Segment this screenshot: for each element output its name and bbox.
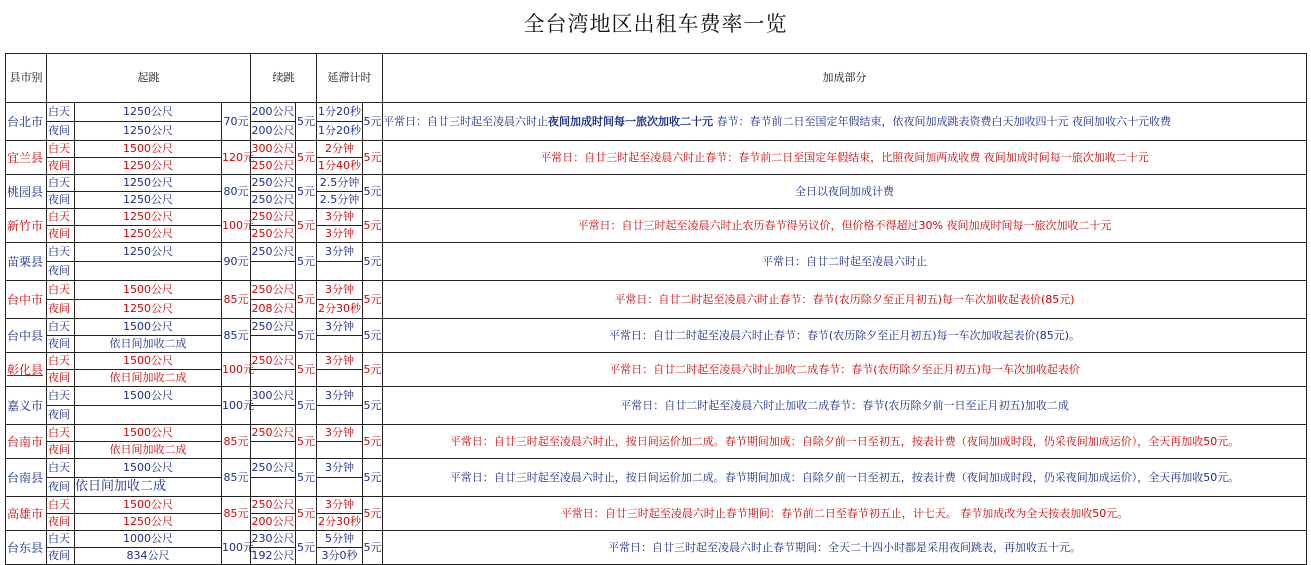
delay-day: 3分钟 [317, 281, 363, 300]
start-price: 80元 [222, 175, 251, 209]
delay-night: 2分30秒 [317, 300, 363, 319]
start-price: 90元 [222, 243, 251, 281]
delay-day: 3分钟 [317, 497, 363, 514]
start-price: 85元 [222, 459, 251, 497]
table-row [6, 353, 1307, 370]
header-surcharge: 加成部分 [383, 54, 1307, 103]
continue-fee: 5元 [296, 387, 317, 425]
continue-fee: 5元 [296, 459, 317, 497]
table-row [6, 281, 1307, 300]
delay-night: 1分40秒 [317, 158, 363, 175]
start-night: 依日间加收二成 [75, 336, 222, 353]
continue-day: 250公尺 [251, 425, 296, 442]
delay-day: 1分20秒 [317, 103, 363, 122]
night-label: 夜间 [47, 514, 75, 531]
continue-night: 250公尺 [251, 192, 296, 209]
start-night: 1250公尺 [75, 226, 222, 243]
continue-day: 250公尺 [251, 353, 296, 370]
surcharge-note: 平常日：自廿三时起至凌晨六时止春节期间：春节前二日至春节初五止，计七天。 春节加成改为全天按表加收50元。 [383, 497, 1307, 531]
delay-fee: 5元 [363, 281, 383, 319]
surcharge-note-part: 春节：春节前二日至国定年假结束，依夜间加成跳表资费白天加收四十元 夜间加收六十元收费 [713, 114, 1172, 128]
night-label: 夜间 [47, 262, 75, 281]
start-day: 1500公尺 [75, 425, 222, 442]
header-row [6, 54, 1307, 103]
start-price: 100元 [222, 353, 251, 387]
start-price: 100元 [222, 387, 251, 425]
continue-day: 250公尺 [251, 175, 296, 192]
continue-day: 230公尺 [251, 531, 296, 548]
continue-day: 250公尺 [251, 497, 296, 514]
start-day: 1500公尺 [75, 497, 222, 514]
start-day: 1250公尺 [75, 243, 222, 262]
start-night: 1250公尺 [75, 122, 222, 141]
fare-table-body [6, 54, 1307, 565]
table-row [6, 175, 1307, 192]
header-start: 起跳 [47, 54, 251, 103]
delay-day: 3分钟 [317, 459, 363, 478]
start-night: 1250公尺 [75, 514, 222, 531]
surcharge-note: 平常日：自廿二时起至凌晨六时止春节：春节(农历除夕至正月初五)每一车次加收起表价(85元)。 [383, 319, 1307, 353]
city-name: 台北市 [6, 103, 47, 141]
start-price: 70元 [222, 103, 251, 141]
delay-night: 2分30秒 [317, 514, 363, 531]
continue-fee: 5元 [296, 175, 317, 209]
continue-fee: 5元 [296, 531, 317, 565]
night-label: 夜间 [47, 478, 75, 497]
day-label: 白天 [47, 319, 75, 336]
night-label: 夜间 [47, 370, 75, 387]
continue-fee: 5元 [296, 141, 317, 175]
delay-day: 3分钟 [317, 243, 363, 262]
surcharge-note: 平常日：自廿三时起至凌晨六时止，按日间运价加二成。春节期间加成：自除夕前一日至初五，按表计费（夜间加成时段，仍采夜间加成运价），全天再加收50元。 [383, 459, 1307, 497]
delay-day: 3分钟 [317, 319, 363, 336]
continue-night: 250公尺 [251, 226, 296, 243]
delay-fee: 5元 [363, 497, 383, 531]
continue-day: 250公尺 [251, 281, 296, 300]
start-night [75, 406, 222, 425]
city-name: 台中市 [6, 281, 47, 319]
city-name: 桃园县 [6, 175, 47, 209]
start-price: 85元 [222, 425, 251, 459]
start-night: 依日间加收二成 [75, 442, 222, 459]
delay-night: 3分钟 [317, 226, 363, 243]
table-row [6, 459, 1307, 478]
night-label: 夜间 [47, 122, 75, 141]
delay-fee: 5元 [363, 425, 383, 459]
day-label: 白天 [47, 425, 75, 442]
delay-fee: 5元 [363, 141, 383, 175]
continue-night [251, 478, 296, 497]
continue-fee: 5元 [296, 103, 317, 141]
surcharge-note: 平常日：自廿三时起至凌晨六时止农历春节得另议价，但价格不得超过30% 夜间加成时间每一旅次加收二十元 [383, 209, 1307, 243]
night-label: 夜间 [47, 192, 75, 209]
night-label: 夜间 [47, 548, 75, 565]
city-name: 台南市 [6, 425, 47, 459]
delay-night [317, 406, 363, 425]
day-label: 白天 [47, 281, 75, 300]
continue-day: 250公尺 [251, 459, 296, 478]
continue-night: 200公尺 [251, 122, 296, 141]
continue-night: 208公尺 [251, 300, 296, 319]
surcharge-note: 平常日：自廿二时起至凌晨六时止春节：春节(农历除夕至正月初五)每一车次加收起表价(85元) [383, 281, 1307, 319]
table-row [6, 103, 1307, 122]
continue-night: 200公尺 [251, 514, 296, 531]
day-label: 白天 [47, 175, 75, 192]
delay-fee: 5元 [363, 103, 383, 141]
start-day: 1500公尺 [75, 141, 222, 158]
delay-day: 3分钟 [317, 209, 363, 226]
start-day: 1500公尺 [75, 281, 222, 300]
start-day: 1250公尺 [75, 103, 222, 122]
continue-day: 250公尺 [251, 209, 296, 226]
continue-night [251, 442, 296, 459]
surcharge-note: 平常日：自廿三时起至凌晨六时止春节：春节前二日至国定年假结束，比照夜间加两成收费 夜间加成时间每一旅次加收二十元 [383, 141, 1307, 175]
start-price: 85元 [222, 319, 251, 353]
continue-night: 192公尺 [251, 548, 296, 565]
night-label: 夜间 [47, 226, 75, 243]
start-day: 1500公尺 [75, 459, 222, 478]
day-label: 白天 [47, 103, 75, 122]
continue-night [251, 336, 296, 353]
continue-day: 250公尺 [251, 243, 296, 262]
start-price: 100元 [222, 209, 251, 243]
day-label: 白天 [47, 141, 75, 158]
delay-fee: 5元 [363, 387, 383, 425]
continue-night [251, 406, 296, 425]
table-row [6, 141, 1307, 158]
surcharge-note: 平常日：自廿三时起至凌晨六时止，按日间运价加二成。春节期间加成：自除夕前一日至初五，按表计费（夜间加成时段，仍采夜间加成运价），全天再加收50元。 [383, 425, 1307, 459]
start-day: 1250公尺 [75, 209, 222, 226]
table-row [6, 497, 1307, 514]
city-name: 苗栗县 [6, 243, 47, 281]
start-price: 85元 [222, 281, 251, 319]
table-row [6, 243, 1307, 262]
start-night: 依日间加收二成 [75, 370, 222, 387]
delay-night: 3分0秒 [317, 548, 363, 565]
table-row [6, 209, 1307, 226]
continue-fee: 5元 [296, 497, 317, 531]
delay-fee: 5元 [363, 531, 383, 565]
delay-night [317, 262, 363, 281]
delay-night [317, 370, 363, 387]
continue-fee: 5元 [296, 243, 317, 281]
surcharge-note-part: 平常日：自廿三时起至凌晨六时止 [383, 114, 549, 128]
start-night: 依日间加收二成 [75, 478, 222, 497]
start-day: 1500公尺 [75, 319, 222, 336]
delay-day: 2分钟 [317, 141, 363, 158]
continue-night [251, 370, 296, 387]
city-name: 台中县 [6, 319, 47, 353]
delay-fee: 5元 [363, 319, 383, 353]
day-label: 白天 [47, 497, 75, 514]
continue-fee: 5元 [296, 209, 317, 243]
surcharge-note: 平常日：自廿二时起至凌晨六时止加收二成春节：春节(农历除夕至正月初五)每一车次加收起表价 [383, 353, 1307, 387]
surcharge-note: 全日以夜间加成计费 [383, 175, 1307, 209]
night-label: 夜间 [47, 158, 75, 175]
city-name: 宜兰县 [6, 141, 47, 175]
surcharge-note: 平常日：自廿三时起至凌晨六时止春节期间：全天二十四小时都是采用夜间跳表，再加收五十元。 [383, 531, 1307, 565]
delay-night: 2.5分钟 [317, 192, 363, 209]
day-label: 白天 [47, 353, 75, 370]
fare-table-wrap [5, 53, 1306, 565]
delay-fee: 5元 [363, 209, 383, 243]
night-label: 夜间 [47, 336, 75, 353]
start-day: 1000公尺 [75, 531, 222, 548]
night-label: 夜间 [47, 300, 75, 319]
surcharge-note-emphasis: 夜间加成时间每一旅次加收二十元 [548, 114, 714, 128]
continue-fee: 5元 [296, 425, 317, 459]
continue-day: 200公尺 [251, 103, 296, 122]
surcharge-note [383, 103, 1307, 141]
city-name: 新竹市 [6, 209, 47, 243]
surcharge-note: 平常日：自廿二时起至凌晨六时止 [383, 243, 1307, 281]
start-price: 100元 [222, 531, 251, 565]
delay-fee: 5元 [363, 243, 383, 281]
delay-day: 2.5分钟 [317, 175, 363, 192]
start-day: 1500公尺 [75, 353, 222, 370]
start-price: 120元 [222, 141, 251, 175]
city-name: 高雄市 [6, 497, 47, 531]
table-row [6, 319, 1307, 336]
continue-night [251, 262, 296, 281]
start-night: 1250公尺 [75, 158, 222, 175]
delay-day: 5分钟 [317, 531, 363, 548]
day-label: 白天 [47, 387, 75, 406]
delay-day: 3分钟 [317, 353, 363, 370]
night-label: 夜间 [47, 406, 75, 425]
table-row [6, 425, 1307, 442]
delay-night: 1分20秒 [317, 122, 363, 141]
start-night [75, 262, 222, 281]
page-title: 全台湾地区出租车费率一览 [523, 12, 788, 36]
delay-night [317, 442, 363, 459]
continue-night: 250公尺 [251, 158, 296, 175]
table-row [6, 531, 1307, 548]
table-row [6, 387, 1307, 406]
delay-fee: 5元 [363, 459, 383, 497]
continue-fee: 5元 [296, 281, 317, 319]
day-label: 白天 [47, 459, 75, 478]
delay-day: 3分钟 [317, 387, 363, 406]
start-day: 1250公尺 [75, 175, 222, 192]
city-name: 台东县 [6, 531, 47, 565]
continue-day: 300公尺 [251, 141, 296, 158]
start-night: 1250公尺 [75, 192, 222, 209]
city-name: 嘉义市 [6, 387, 47, 425]
day-label: 白天 [47, 243, 75, 262]
delay-fee: 5元 [363, 353, 383, 387]
delay-fee: 5元 [363, 175, 383, 209]
night-label: 夜间 [47, 442, 75, 459]
continue-fee: 5元 [296, 353, 317, 387]
continue-day: 250公尺 [251, 319, 296, 336]
city-name: 台南县 [6, 459, 47, 497]
start-day: 1500公尺 [75, 387, 222, 406]
header-city: 县市别 [6, 54, 47, 103]
start-night: 834公尺 [75, 548, 222, 565]
fare-table [5, 53, 1307, 565]
delay-night [317, 336, 363, 353]
continue-fee: 5元 [296, 319, 317, 353]
city-name: 彰化县 [6, 353, 47, 387]
header-continue: 续跳 [251, 54, 317, 103]
surcharge-note: 平常日：自廿二时起至凌晨六时止加收二成春节：春节(农历除夕前一日至正月初五)加收二成 [383, 387, 1307, 425]
header-delay: 延滞计时 [317, 54, 383, 103]
day-label: 白天 [47, 209, 75, 226]
start-price: 85元 [222, 497, 251, 531]
day-label: 白天 [47, 531, 75, 548]
start-night: 1250公尺 [75, 300, 222, 319]
delay-day: 3分钟 [317, 425, 363, 442]
continue-day: 300公尺 [251, 387, 296, 406]
delay-night [317, 478, 363, 497]
